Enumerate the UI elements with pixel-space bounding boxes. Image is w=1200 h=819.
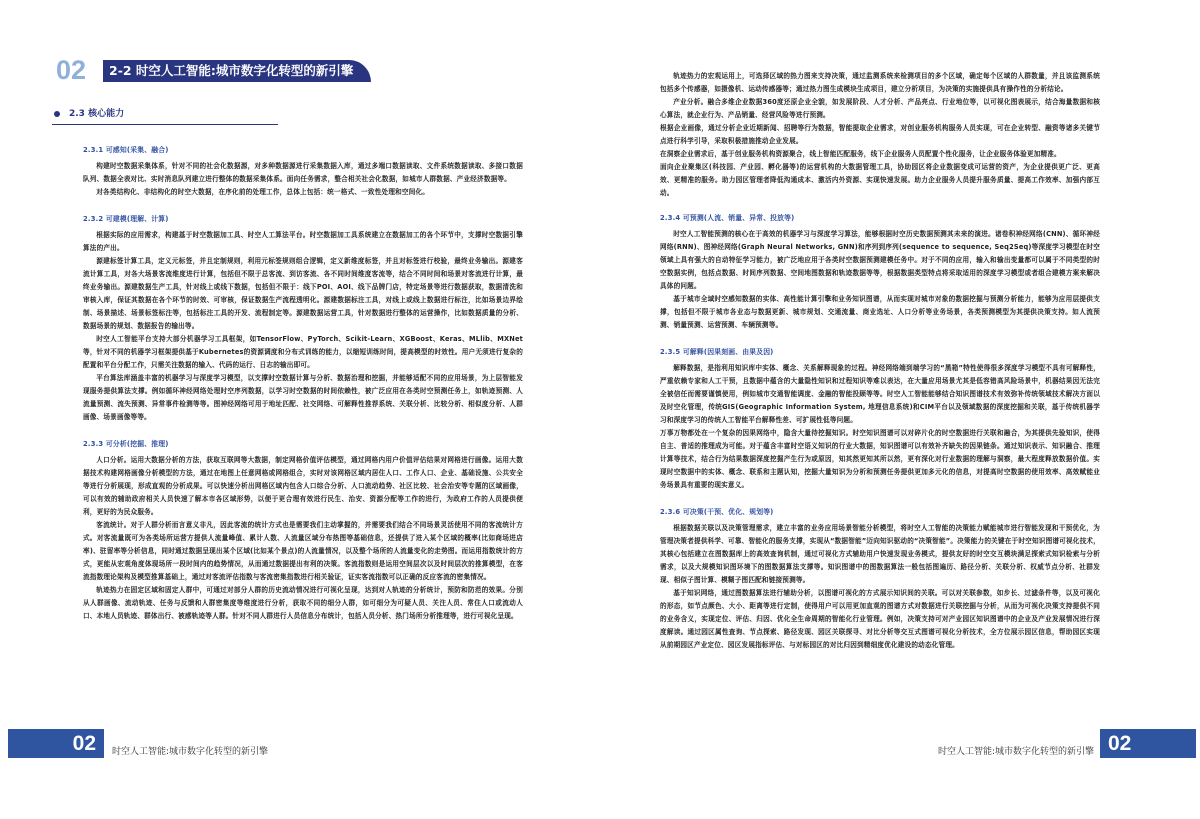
section-title: 2.3 核心能力	[69, 109, 125, 119]
subsection-title: 2.3.2 可建模(理解、计算)	[83, 215, 169, 223]
footer-page-badge-left: 02	[8, 729, 104, 758]
paragraph: 基于城市全域时空感知数据的实体、高性能计算引擎和业务知识图谱，从而实现对城市对象的数据挖掘与预测分析能力，能够为应用层提供支撑，包括但不限于城市各业态与数据更新、城市规划、交通流量、商业选址、人口分析等业务场景，各类预测模型为其提供决策支持。如人流预测、销量预测、运营预测、车辆预测等。	[660, 295, 1100, 329]
subsection-title: 2.3.5 可解释(因果刻画、由果及因)	[660, 348, 774, 356]
paragraph: 客流统计。对于人群分析而言意义非凡，因此客流的统计方式也是需要我们主动掌握的，并需要我们结合不同场景灵活使用不同的客流统计方式。对客流量既可为各类场所运营方提供人流量峰值、累计人数、人流量区域分布热图等基础信息，还提供了进入某个区域的概率(比如商场进店率)、驻留率等分析信息，同时通过数据呈现出某个区域(比如某个景点)的人流量情况，以及整个场所的人流量变化的走势图。而运用指数统计的方式，更能从宏观角度体现场所一段时间内的趋势情况，从而通过数据提出有利的决策。客流指数则是运用空间层次以及时间层次的推算模型，在客流指数理论架构及模型推算基础上，通过对客流评估指数与客流密集指数进行相关验证，证实客流指数可以正确的反应客流的密集情况。	[83, 521, 523, 581]
paragraph: 在洞察企业需求后，基于创业服务机构资源聚合，线上智能匹配服务，线下企业服务人员配置个性化服务，让企业服务体验更加精准。	[660, 150, 1061, 158]
paragraph: 根据企业画像，通过分析企业近期新闻、招聘等行为数据，智能提取企业需求，对创业服务机构服务人员实现，可在企业转型、融资等诸多关键节点进行科学引导，采取积极措施推动企业发展。	[660, 124, 1100, 145]
paragraph: 源建标签计算工具，定义元标签，并且定制规则，利用元标签规则组合逻辑，定义新维度标签，并且对标签进行校验，最终业务输出。源建客流计算工具，对各大场景客流维度进行计算，包括但不限于总客流、到访客流、各不同时间维度客流等，结合不同时间和场景对客流进行计算，最终业务输出。源建数据生产工具，针对线上或线下数据，包括但不限于：线下POI、AOI、线下品牌门店，特定场景等进行数据获取，数据清洗和审核入库，保证其数据在各个环节的时效、可审核，保证数据生产流程透明化。源建数据标注工具，对线上或线上数据进行标注，比如场景边界绘制、场景描述、场景标签标注等，包括标注工具的开发、流程制定等。源建数据运营工具，针对数据进行整体的运营操作，比如数据质量的分析、数据场景的规划、数据报告的输出等。	[83, 257, 523, 330]
chapter-number: 02	[56, 55, 87, 85]
paragraph: 人口分析。运用大数据分析的方法，获取互联网等大数据，制定网格价值评估模型，通过网格内用户价值评估结果对网格进行画像。运用大数据技术构建网格画像分析模型的方法，通过在地图上任意网格或网格组合，实时对该网格区域内居住人口、工作人口、企业、基础设施、公共安全等进行分析展现，形成直观的分析成果。可以快速分析出网格区域内包含人口综合分析、人口流动趋势、社区比较、社会治安等专题的区域画像，可以有效的辅助政府相关人员快速了解本市各区域形势，以便于更合理有效进行民生、治安、资源分配等工作的进行，为政府工作的人员提供便利，更好的为民众服务。	[83, 456, 523, 516]
paragraph: 时空人工智能预测的核心在于高效的机器学习与深度学习算法，能够根据时空历史数据预测其未来的演进。诸卷积神经网络(CNN)、循环神经网络(RNN)、图神经网络(Graph Neural Networks, GNN)和序列到序列(sequence to sequence, Seq2Seq)等深度学习模型在时空领域上具有强大的自动特征学习能力，被广泛地应用于各类时空数据预测建模任务中。对于不同的应用，输入和输出变量都可以属于不同类型的时空数据实例，包括点数据、时间序列数据、空间地图数据和轨迹数据等等，根据数据类型特点将采取适用的深度学习模型或者组合建模方案来解决具体的问题。	[660, 230, 1100, 290]
subsection-title: 2.3.1 可感知(采集、融合)	[83, 146, 169, 154]
subsection-title: 2.3.3 可分析(挖掘、推理)	[83, 440, 169, 448]
chapter-banner: 2-2 时空人工智能:城市数字化转型的新引擎	[103, 60, 371, 82]
subsection-title: 2.3.4 可预测(人流、销量、异常、投放等)	[660, 214, 795, 222]
paragraph: 时空人工智能平台支持大部分机器学习工具框架，如TensorFlow、PyTorch、Scikit-Learn、XGBoost、Keras、MLlib、MXNet等，针对不同的机器学习框架提供基于Kubernetes的资源调度和分布式训练的能力，以缩短训练时间，提高模型的时效性。用户无须进行复杂的配置和平台分配工作，只需关注数据的输入、代码的运行、日志的输出即可。	[83, 335, 523, 369]
paragraph: 平台算法库涵盖丰富的机器学习与深度学习模型，以支撑时空数据计算与分析、数据治理和挖掘，并能够适配不同的应用场景，为上层智能发现服务提供算法支撑。例如循环神经网络处理时空序列数据，以学习时空数据的时间依赖性，被广泛应用在各类时空预测任务上，如轨迹预测、人流量预测、流失预测、异常事件检测等等。图神经网络可用于地址匹配、社交网络、可解释性推荐系统、关联分析、比较分析、相似度分析、人群画像、场景画像等等。	[83, 374, 523, 421]
right-column	[660, 70, 1100, 652]
footer-page-badge-right: 02	[1100, 729, 1196, 758]
paragraph: 构建时空数据采集体系，针对不同的社会化数据源，对多种数据源进行采集数据入库，通过多端口数据读取、文件系统数据读取、多接口数据队列、数据全表对比、实时消息队列建立进行整体的数据采集体系。面向任务需求，整合相关社会化数据，如城市人群数据、产业经济数据等。	[83, 162, 523, 183]
paragraph: 万事万物都处在一个复杂的因果网络中，隐含大量待挖掘知识。时空知识图谱可以对碎片化的时空数据进行关联和融合，为其提供先验知识，使得自主、普适的推理成为可能。对于蕴含丰富时空语义知识的行业大数据，知识图谱可以有效补齐缺失的因果链条。通过知识表示、知识融合、推理计算等技术，结合行为结果数据深度挖掘产生行为或原因，知其然更知其所以然，更有深化对行业数据的理解与洞察，最大程度释放数据价值。实现时空数据中的实体、概念、联系和主题认知，挖掘大量知识为分析和预测任务提供更加多元化的信息，对提高时空数据的使用效率、高效赋能业务场景具有重要的现实意义。	[660, 429, 1100, 489]
left-column	[83, 132, 523, 623]
footer-title-left: 时空人工智能:城市数字化转型的新引擎	[112, 747, 269, 757]
paragraph: 轨迹热力在固定区域和固定人群中，可通过对部分人群的历史流动情况进行可视化呈现，达到对人轨迹的分析统计，预防和防范的效果。分别从人群画像、流动轨迹、任务与反馈和人群密集度等维度进行分析，获取不同的细分人群，如可细分为可疑人员、关注人员、常住人口或流动人口、本地人员轨迹、群体出行、被感轨迹等人群。针对不同人群进行人员信息分布统计，包括人员分析、热门场所分析推理等，进行可视化呈现。	[83, 586, 523, 620]
paragraph: 根据数据关联以及决策管理需求，建立丰富的业务应用场景智能分析模型，将时空人工智能的决策能力赋能城市进行智能发现和干预优化，为管理决策者提供科学、可靠、智能化的服务支撑，实现从“数据智能”迈向知识驱动的“决策智能”。决策能力的关键在于时空知识图谱可视化技术，其核心包括建立在图数据库上的高效查询机制，通过可视化方式辅助用户快速发现业务模式，提供友好的时空交互模块满足探索式知识检索与分析需求，以及大规模知识图环境下的图数据算法支撑等。知识图谱中的图数据算法一般包括图遍历、路径分析、关联分析、权威节点分析、社群发现、相似子图计算、模糊子图匹配和链接预测等。	[660, 524, 1100, 584]
paragraph: 对各类结构化、非结构化的时空大数据，在序化前的处理工作，总体上包括：统一格式、一致性处理和空间化。	[96, 188, 430, 196]
paragraph: 解释数据，是指利用知识库中实体、概念、关系解释现象的过程。神经网络端到端学习的“黑箱”特性使得很多深度学习模型不具有可解释性，严重依赖专家和人工干预，且数据中蕴含的大量隐性知识和过程知识等难以表达，在大量应用场景尤其是低容错高风险场景中，机器结果因无法完全被信任而需要谨慎使用，例如城市交通智能调度、金融的智能投顾等等。时空人工智能能够结合知识图谱技术有效弥补传统领域技术解决方面以及时空化管理，传统GIS(Geographic Information System, 地理信息系统)和CIM平台以及领域数据的深度挖掘和关联，基于传统机器学习和深度学习的传统人工智能平台解释性差、可扩展性低等问题。	[660, 364, 1100, 424]
paragraph: 面向企业聚集区(科技园、产业园、孵化器等)的运营机构的大数据管理工具，协助园区将企业数据变成可运营的资产，为企业提供更广泛、更高效、更精准的服务。助力园区管理者降低沟通成本、激活内外资源、实现快速发展。助力企业服务人员提升服务质量、提高工作效率、加强内部互动。	[660, 163, 1100, 197]
section-heading	[52, 106, 278, 125]
bullet-dot-icon	[54, 111, 60, 117]
paragraph: 产业分析。融合多维企业数据360度还原企业全貌，如发展阶段、人才分析、产品亮点、行业地位等，以可视化图表展示，结合海量数据和核心算法，就企业行为、产品销量、经营风险等进行预测。	[660, 98, 1100, 119]
footer-title-right: 时空人工智能:城市数字化转型的新引擎	[937, 747, 1094, 757]
paragraph: 基于知识网络，通过图数据算法进行辅助分析，以图谱可视化的方式展示知识间的关联。可以对关联参数，如步长、过滤条件等，以及可视化的形态，如节点颜色、大小、距离等进行定制，使得用户可以用更加直观的图谱方式对数据进行关联挖掘与分析，从而为可视化决策支持提供不同的业务含义，实现定位、评估、归因、优化全生命周期的智能化行业管理。例如，决策支持可对产业园区知识图谱中的企业及产业发展情况进行深度解读。通过园区属性查询、节点探索、路径发现、园区关联探寻、对比分析等交互式图谱可视化分析技术，全方位展示园区信息，帮助园区实现从前期园区产业定位、园区发展指标评估、与对标园区的对比归因到精细度优化建设的动态化管理。	[660, 589, 1100, 649]
subsection-title: 2.3.6 可决策(干预、优化、规划等)	[660, 508, 774, 516]
paragraph: 轨迹热力的宏观运用上，可选择区域的热力图来支持决策，通过监测系统来检测项目的多个区域，确定每个区域的人群数量，并且该监测系统包括多个传感器，如摄像机、运动传感器等；通过热力图生成模块生成项目，建立分析项目，为决策的实施提供具有操作性的分析结论。	[660, 72, 1100, 93]
paragraph: 根据实际的应用需求，构建基于时空数据加工具、时空人工算法平台。时空数据加工具系统建立在数据加工的各个环节中，支撑时空数据引擎算法的产出。	[83, 231, 523, 252]
